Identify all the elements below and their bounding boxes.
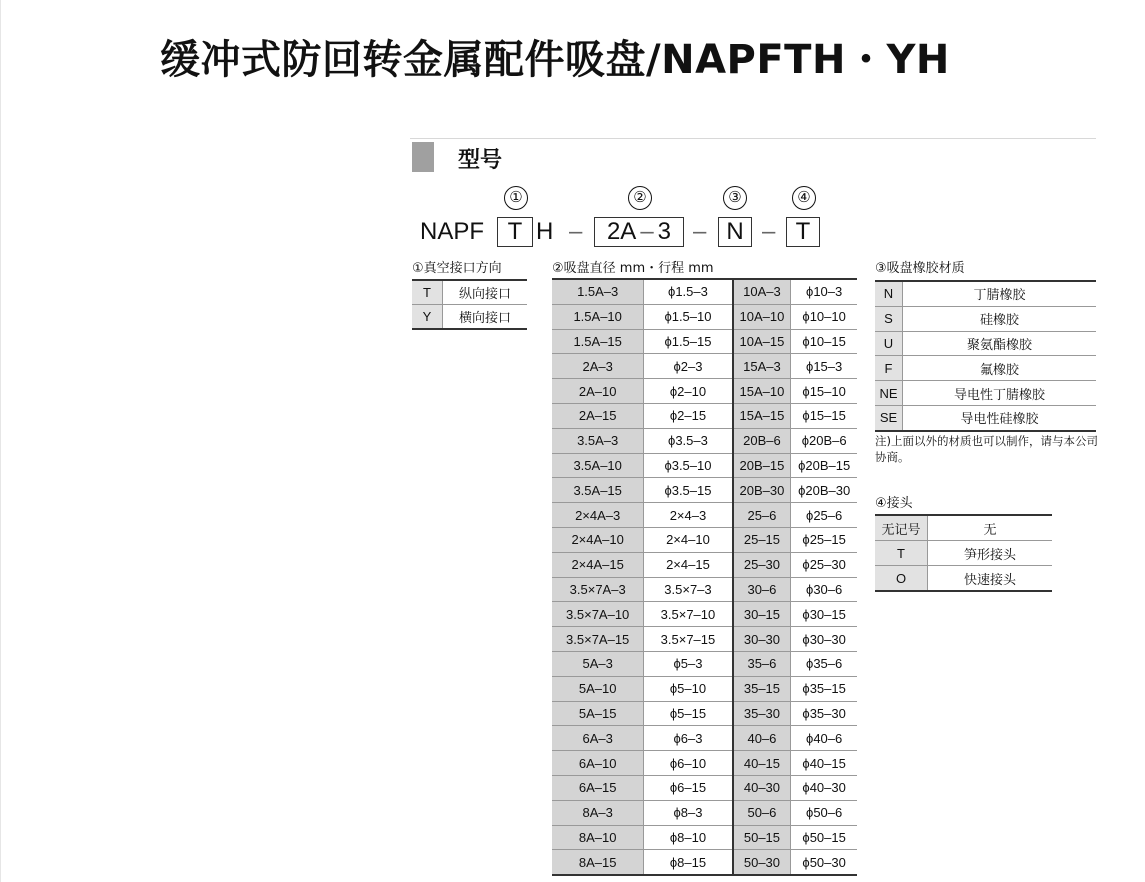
option-label: 导电性丁腈橡胶 (903, 381, 1097, 406)
model-size-dash: – (640, 218, 654, 245)
model-dash-2: – (693, 218, 707, 245)
marker-4: ④ (792, 186, 816, 210)
section-divider (410, 138, 1096, 139)
size-spec: ϕ1.5–10 (644, 304, 733, 329)
size-code: 2A–15 (552, 403, 644, 428)
model-dash-3: – (762, 218, 776, 245)
size-spec: ϕ25–6 (791, 503, 857, 528)
size-code: 1.5A–15 (552, 329, 644, 354)
size-code: 40–6 (733, 726, 791, 751)
size-code: 5A–3 (552, 651, 644, 676)
option-code: F (875, 356, 903, 381)
table-row (552, 279, 857, 304)
option-label: 丁腈橡胶 (903, 281, 1097, 306)
table-row (552, 527, 857, 552)
material-table (875, 280, 1096, 432)
table-row (552, 651, 857, 676)
vacuum-port-table (412, 279, 527, 330)
option-code: T (875, 541, 928, 566)
size-code: 3.5A–3 (552, 428, 644, 453)
size-spec: 2×4–3 (644, 503, 733, 528)
option-code: Y (412, 305, 443, 330)
size-spec: ϕ1.5–15 (644, 329, 733, 354)
size-code: 15A–3 (733, 354, 791, 379)
size-spec: ϕ8–10 (644, 825, 733, 850)
size-spec: ϕ20B–15 (791, 453, 857, 478)
size-spec: ϕ8–3 (644, 800, 733, 825)
size-spec: ϕ30–6 (791, 577, 857, 602)
option-label: 氟橡胶 (903, 356, 1097, 381)
size-spec: ϕ2–15 (644, 403, 733, 428)
table-row (552, 701, 857, 726)
size-spec: ϕ2–10 (644, 379, 733, 404)
size-code: 15A–15 (733, 403, 791, 428)
size-code: 3.5A–10 (552, 453, 644, 478)
option-code: U (875, 331, 903, 356)
size-code: 40–15 (733, 751, 791, 776)
size-spec: ϕ30–30 (791, 627, 857, 652)
table-row (552, 329, 857, 354)
size-spec: 2×4–15 (644, 552, 733, 577)
marker-3: ③ (723, 186, 747, 210)
table-row (552, 552, 857, 577)
material-heading: ③吸盘橡胶材质 (875, 261, 965, 276)
table-row (552, 577, 857, 602)
size-spec: ϕ3.5–10 (644, 453, 733, 478)
size-spec: ϕ40–15 (791, 751, 857, 776)
size-spec: ϕ8–15 (644, 850, 733, 875)
size-spec: ϕ6–10 (644, 751, 733, 776)
option-code: 无记号 (875, 515, 928, 541)
section-title: 型号 (458, 148, 503, 173)
table-row (552, 453, 857, 478)
option-label: 无 (928, 515, 1053, 541)
size-code: 10A–15 (733, 329, 791, 354)
option-label: 快速接头 (928, 566, 1053, 592)
size-code: 25–6 (733, 503, 791, 528)
size-code: 50–15 (733, 825, 791, 850)
table-row (875, 381, 1096, 406)
size-spec: ϕ35–6 (791, 651, 857, 676)
fitting-table (875, 514, 1052, 592)
option-code: T (412, 280, 443, 305)
pad-size-table (552, 278, 857, 876)
size-code: 20B–6 (733, 428, 791, 453)
size-spec: ϕ3.5–15 (644, 478, 733, 503)
size-code: 2×4A–15 (552, 552, 644, 577)
size-spec: ϕ15–15 (791, 403, 857, 428)
size-code: 8A–10 (552, 825, 644, 850)
size-code: 10A–10 (733, 304, 791, 329)
page-title: 缓冲式防回转金属配件吸盘/NAPFTH・YH (160, 37, 950, 83)
table-row (552, 403, 857, 428)
marker-1: ① (504, 186, 528, 210)
size-code: 2A–3 (552, 354, 644, 379)
material-note: 注)上面以外的材质也可以制作，请与本公司协商。 (875, 434, 1098, 464)
page-edge-line (0, 0, 1, 882)
size-code: 50–6 (733, 800, 791, 825)
fitting-heading: ④接头 (875, 496, 913, 511)
option-label: 纵向接口 (443, 280, 528, 305)
size-code: 2×4A–3 (552, 503, 644, 528)
table-row (875, 405, 1096, 430)
size-code: 15A–10 (733, 379, 791, 404)
option-label: 聚氨酯橡胶 (903, 331, 1097, 356)
table-row (875, 566, 1052, 592)
size-code: 40–30 (733, 775, 791, 800)
size-code: 20B–30 (733, 478, 791, 503)
model-dash-1: – (569, 218, 583, 245)
size-spec: ϕ5–10 (644, 676, 733, 701)
table-row (552, 354, 857, 379)
size-code: 35–15 (733, 676, 791, 701)
option-label: 硅橡胶 (903, 306, 1097, 331)
size-spec: ϕ5–15 (644, 701, 733, 726)
size-spec: ϕ10–3 (791, 279, 857, 304)
table-row (552, 775, 857, 800)
table-row (875, 541, 1052, 566)
size-code: 25–15 (733, 527, 791, 552)
option-label: 横向接口 (443, 305, 528, 330)
size-code: 2×4A–10 (552, 527, 644, 552)
size-code: 35–30 (733, 701, 791, 726)
option-code: N (875, 281, 903, 306)
option-code: S (875, 306, 903, 331)
table-row (875, 515, 1052, 541)
table-row (552, 304, 857, 329)
model-box-fitting: T (786, 217, 820, 247)
section-marker (412, 142, 434, 172)
table-row (875, 306, 1096, 331)
size-spec: ϕ50–15 (791, 825, 857, 850)
model-prefix: NAPF (420, 218, 485, 245)
size-code: 10A–3 (733, 279, 791, 304)
table-row (412, 305, 527, 330)
table-row (552, 627, 857, 652)
size-spec: ϕ1.5–3 (644, 279, 733, 304)
size-code: 6A–3 (552, 726, 644, 751)
size-code: 3.5A–15 (552, 478, 644, 503)
size-spec: ϕ15–10 (791, 379, 857, 404)
size-code: 5A–15 (552, 701, 644, 726)
option-code: SE (875, 405, 903, 430)
size-code: 1.5A–10 (552, 304, 644, 329)
size-spec: 3.5×7–3 (644, 577, 733, 602)
size-spec: 2×4–10 (644, 527, 733, 552)
model-box-material: N (718, 217, 752, 247)
size-spec: ϕ20B–6 (791, 428, 857, 453)
size-spec: ϕ30–15 (791, 602, 857, 627)
size-spec: ϕ35–15 (791, 676, 857, 701)
size-code: 6A–10 (552, 751, 644, 776)
table-row (875, 281, 1096, 306)
table-row (875, 356, 1096, 381)
marker-2: ② (628, 186, 652, 210)
size-code: 50–30 (733, 850, 791, 875)
table-row (412, 280, 527, 305)
table-row (552, 503, 857, 528)
size-code: 35–6 (733, 651, 791, 676)
table-row (552, 478, 857, 503)
table-row (552, 726, 857, 751)
table-row (552, 602, 857, 627)
size-spec: ϕ50–6 (791, 800, 857, 825)
size-code: 1.5A–3 (552, 279, 644, 304)
size-code: 3.5×7A–15 (552, 627, 644, 652)
table-row (875, 331, 1096, 356)
size-spec: ϕ6–15 (644, 775, 733, 800)
size-code: 6A–15 (552, 775, 644, 800)
size-spec: ϕ6–3 (644, 726, 733, 751)
option-label: 导电性硅橡胶 (903, 405, 1097, 430)
size-spec: ϕ40–6 (791, 726, 857, 751)
size-spec: ϕ20B–30 (791, 478, 857, 503)
model-size-a: 2A (606, 218, 637, 245)
size-spec: ϕ25–15 (791, 527, 857, 552)
table-row (552, 800, 857, 825)
table-row (552, 676, 857, 701)
size-code: 2A–10 (552, 379, 644, 404)
size-spec: ϕ35–30 (791, 701, 857, 726)
size-spec: ϕ2–3 (644, 354, 733, 379)
table-row (552, 751, 857, 776)
size-spec: 3.5×7–15 (644, 627, 733, 652)
size-code: 20B–15 (733, 453, 791, 478)
size-spec: ϕ5–3 (644, 651, 733, 676)
table-row (552, 850, 857, 875)
size-code: 8A–15 (552, 850, 644, 875)
model-size-b: 3 (657, 218, 672, 245)
pad-size-heading: ②吸盘直径 mm・行程 mm (552, 261, 714, 276)
option-code: O (875, 566, 928, 592)
size-code: 30–30 (733, 627, 791, 652)
size-spec: 3.5×7–10 (644, 602, 733, 627)
size-code: 30–6 (733, 577, 791, 602)
option-code: NE (875, 381, 903, 406)
table-row (552, 825, 857, 850)
size-spec: ϕ25–30 (791, 552, 857, 577)
size-code: 8A–3 (552, 800, 644, 825)
table-row (552, 428, 857, 453)
size-spec: ϕ3.5–3 (644, 428, 733, 453)
size-spec: ϕ50–30 (791, 850, 857, 875)
size-code: 5A–10 (552, 676, 644, 701)
size-spec: ϕ15–3 (791, 354, 857, 379)
vacuum-port-heading: ①真空接口方向 (412, 261, 502, 276)
size-code: 25–30 (733, 552, 791, 577)
table-row (552, 379, 857, 404)
size-spec: ϕ40–30 (791, 775, 857, 800)
option-label: 笋形接头 (928, 541, 1053, 566)
model-box-port: T (497, 217, 533, 247)
size-code: 3.5×7A–10 (552, 602, 644, 627)
size-spec: ϕ10–15 (791, 329, 857, 354)
size-code: 30–15 (733, 602, 791, 627)
model-h: H (536, 218, 554, 245)
model-box-size (594, 217, 684, 247)
size-code: 3.5×7A–3 (552, 577, 644, 602)
size-spec: ϕ10–10 (791, 304, 857, 329)
